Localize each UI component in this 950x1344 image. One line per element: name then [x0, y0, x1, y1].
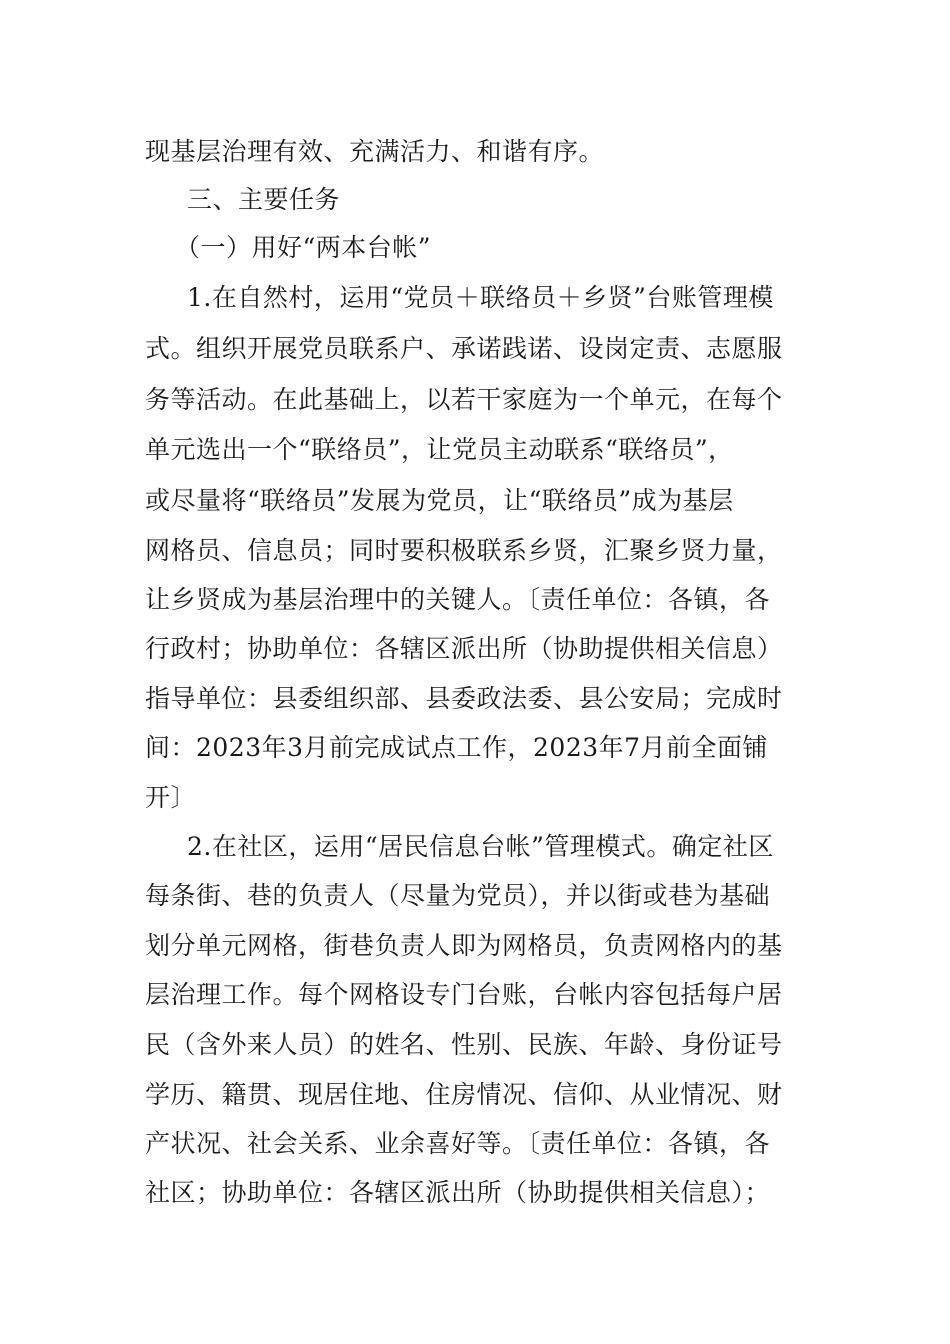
paragraph-line: 层治理工作。每个网格设专门台账，台帐内容包括每户居: [145, 980, 783, 1009]
paragraph-line: 产状况、社会关系、业余喜好等。〔责任单位：各镇，各: [145, 1129, 771, 1158]
paragraph-line: 现基层治理有效、充满活力、和谐有序。: [145, 137, 605, 166]
paragraph-line: 开〕: [145, 783, 197, 812]
paragraph-line: 划分单元网格，街巷负责人即为网格员，负责网格内的基: [145, 931, 783, 960]
paragraph-line: 1.在自然村，运用“党员＋联络员＋乡贤”台账管理模: [187, 283, 774, 312]
paragraph-line: 每条街、巷的负责人（尽量为党员），并以街或巷为基础: [145, 881, 771, 910]
paragraph-line: 间：2023年3月前完成试点工作，2023年7月前全面铺: [145, 733, 769, 762]
paragraph-line: 行政村；协助单位：各辖区派出所（协助提供相关信息）: [145, 634, 783, 663]
paragraph-line: 2.在社区，运用“居民信息台帐”管理模式。确定社区: [187, 832, 774, 861]
paragraph-line: 社区；协助单位：各辖区派出所（协助提供相关信息）；: [145, 1178, 771, 1207]
subsection-heading: （一）用好“两本台帐”: [175, 233, 432, 262]
paragraph-line: 网格员、信息员；同时要积极联系乡贤，汇聚乡贤力量，: [145, 536, 783, 565]
paragraph-line: 务等活动。在此基础上，以若干家庭为一个单元，在每个: [145, 385, 783, 414]
paragraph-line: 让乡贤成为基层治理中的关键人。〔责任单位：各镇，各: [145, 585, 771, 614]
paragraph-line: 民（含外来人员）的姓名、性别、民族、年龄、身份证号: [145, 1030, 783, 1059]
paragraph-line: 指导单位：县委组织部、县委政法委、县公安局；完成时: [145, 684, 783, 713]
paragraph-line: 或尽量将“联络员”发展为党员，让“联络员”成为基层: [145, 486, 734, 515]
paragraph-line: 式。组织开展党员联系户、承诺践诺、设岗定责、志愿服: [145, 334, 783, 363]
paragraph-line: 学历、籍贯、现居住地、住房情况、信仰、从业情况、财: [145, 1080, 783, 1109]
section-heading: 三、主要任务: [187, 185, 341, 214]
paragraph-line: 单元选出一个“联络员”，让党员主动联系“联络员”，: [145, 435, 734, 464]
